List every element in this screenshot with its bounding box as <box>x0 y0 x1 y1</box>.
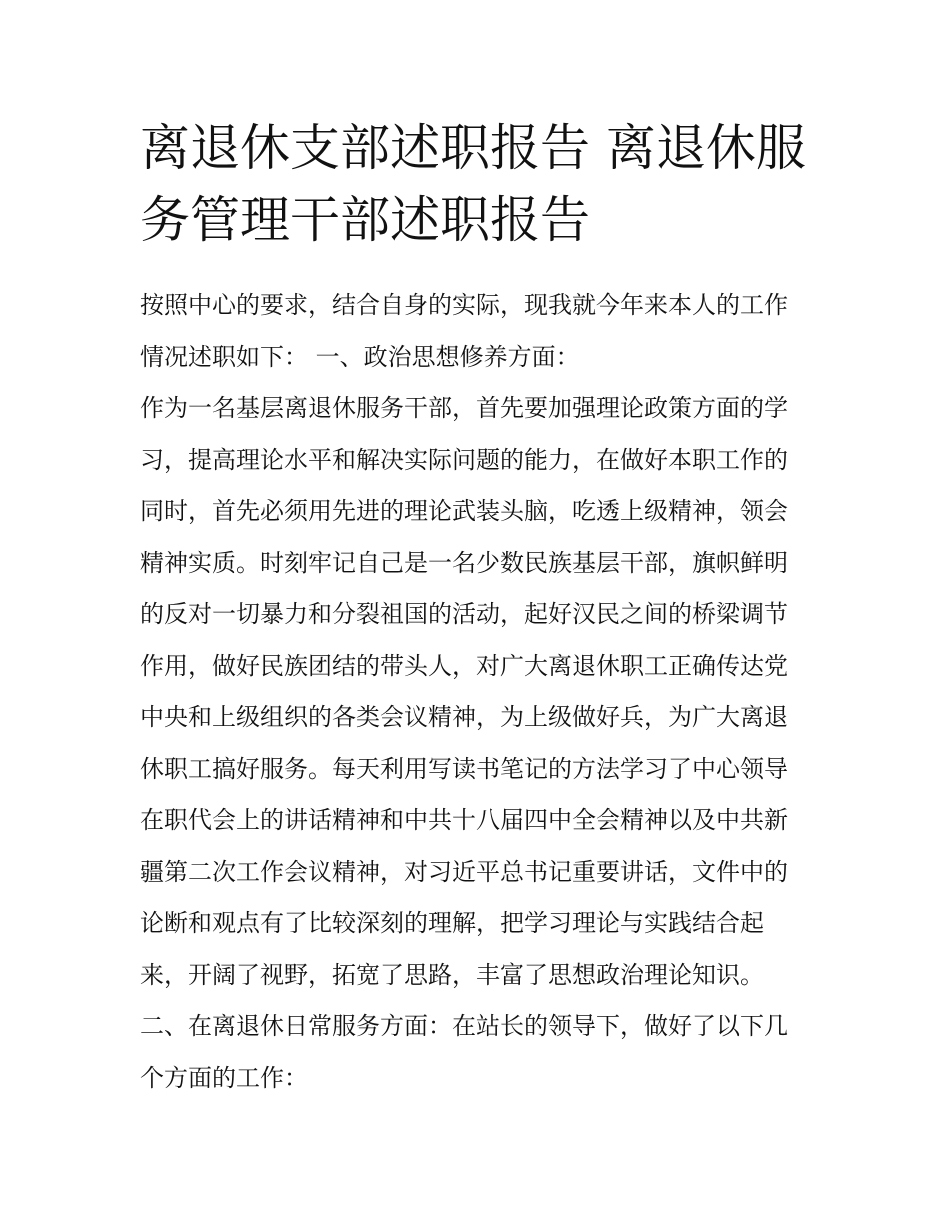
body-line: 习，提高理论水平和解决实际问题的能力，在做好本职工作的 <box>140 445 788 474</box>
body-line: 休职工搞好服务。每天利用写读书笔记的方法学习了中心领导 <box>140 754 788 783</box>
body-line: 按照中心的要求，结合自身的实际，现我就今年来本人的工作 <box>140 291 788 319</box>
title-line: 务管理干部述职报告 <box>140 191 590 249</box>
title-line: 离退休支部述职报告 离退休服 <box>140 119 806 177</box>
body-line: 疆第二次工作会议精神，对习近平总书记重要讲话，文件中的 <box>140 857 788 886</box>
body-line: 来，开阔了视野，拓宽了思路，丰富了思想政治理论知识。 <box>140 960 764 989</box>
body-line: 作用，做好民族团结的带头人，对广大离退休职工正确传达党 <box>140 651 788 680</box>
body-line: 作为一名基层离退休服务干部，首先要加强理论政策方面的学 <box>140 394 788 422</box>
document-body <box>140 280 830 1104</box>
body-line: 同时，首先必须用先进的理论武装头脑，吃透上级精神，领会 <box>140 497 788 525</box>
body-line: 个方面的工作： <box>140 1063 308 1092</box>
body-line: 情况述职如下： 一、政治思想修养方面： <box>140 342 580 371</box>
body-line: 在职代会上的讲话精神和中共十八届四中全会精神以及中共新 <box>140 806 788 834</box>
document-title <box>140 112 820 256</box>
body-line: 论断和观点有了比较深刻的理解，把学习理论与实践结合起 <box>140 909 764 937</box>
body-line: 精神实质。时刻牢记自己是一名少数民族基层干部，旗帜鲜明 <box>140 548 788 577</box>
body-line: 中央和上级组织的各类会议精神，为上级做好兵，为广大离退 <box>140 703 788 731</box>
body-line: 的反对一切暴力和分裂祖国的活动，起好汉民之间的桥梁调节 <box>140 600 788 628</box>
body-line: 二、在离退休日常服务方面：在站长的领导下，做好了以下几 <box>140 1012 788 1040</box>
